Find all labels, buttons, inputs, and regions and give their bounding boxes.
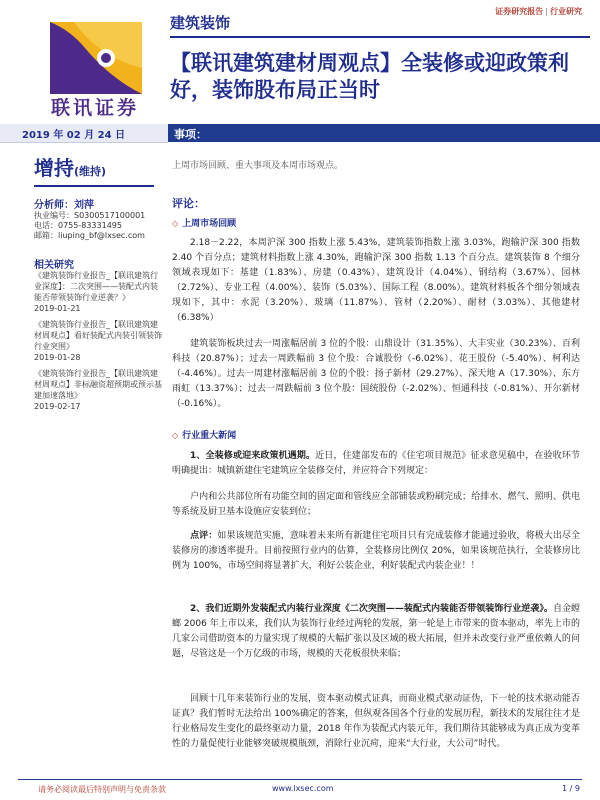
paragraph-comment xyxy=(172,529,580,574)
paragraph-news-2 xyxy=(172,602,580,662)
paragraph-stock-moves xyxy=(172,337,580,412)
related-item-title: 《建筑装饰行业报告_【联讯建筑建材周观点】非标融资超预期或预示基建加速落地》 xyxy=(34,369,162,400)
paragraph-outlook xyxy=(172,692,580,752)
analyst-contact xyxy=(34,211,145,241)
brand-name: 联讯证券 xyxy=(50,97,139,119)
report-date: 2019 年 02 月 24 日 xyxy=(22,130,126,141)
paragraph-text: 户内和公共部位所有功能空间的固定面和管线应全部铺装或粉刷完成；给排水、燃气、照明、供电等系统及厨卫基本设施应安装到位； xyxy=(172,492,580,517)
report-title: 【联讯建筑建材周观点】全装修或迎政策利好，装饰股布局正当时 xyxy=(170,51,569,102)
paragraph-lead: 2、我们近期外发装配式内装行业深度《二次突围——装配式内装能否带领装饰行业逆袭》。 xyxy=(190,604,553,614)
license-number: 执业编号：S0300517100001 xyxy=(34,211,146,220)
footer-disclaimer[interactable]: 请务必阅读最后特别声明与免责条款 xyxy=(38,785,166,794)
paragraph-market-review xyxy=(172,236,580,326)
paragraph-lead: 1、全装修或迎来政策机遇期。 xyxy=(190,451,316,461)
comment-title: 评论： xyxy=(172,197,205,210)
footer-divider xyxy=(18,779,582,780)
items-text: 上周市场回顾、重大事项及本周市场观点。 xyxy=(172,161,344,171)
paragraph-requirement xyxy=(172,490,580,520)
related-list xyxy=(34,270,162,417)
sector-divider xyxy=(170,36,590,38)
related-heading: 相关研究 xyxy=(34,260,74,271)
items-band xyxy=(168,124,600,142)
diamond-bullet-icon: ◇ xyxy=(172,219,179,228)
related-item-date: 2019-02-17 xyxy=(34,402,81,411)
diamond-bullet-icon: ◇ xyxy=(172,431,179,440)
section-heading-industry-news xyxy=(172,428,236,441)
paragraph-lead: 点评： xyxy=(190,531,218,541)
related-item-date: 2019-01-21 xyxy=(34,304,81,313)
email-address: 邮箱：liuping_bf@lxsec.com xyxy=(34,231,145,240)
rating-note: (维持) xyxy=(74,165,107,178)
paragraph-text: 回顾十几年来装饰行业的发展，资本驱动模式证真，而商业模式驱动证伪，下一轮的技术驱动能否证真？我们暂时无法给出 100%确定的答案，但纵观各国各个行业的发展历程，新技术的发展往往才是行业格局发生变化的最终驱动力量，2018 年作为装配式内装元年，我们期待其能够成为真正成为变革性的力量促使行业能够突破规模瓶颈，消除行业沉疴，迎来“大行业，大公司”时代。 xyxy=(172,694,580,749)
related-item-title: 《建筑装饰行业报告_【联讯建筑建材周观点】看好装配式内装引领装饰行业突围》 xyxy=(34,320,162,351)
related-item[interactable] xyxy=(34,319,162,363)
rating-block xyxy=(34,152,154,187)
rating-value: 增持 xyxy=(34,156,74,180)
paragraph-news-1 xyxy=(172,449,580,479)
related-item-date: 2019-01-28 xyxy=(34,353,81,362)
sector-label: 建筑装饰 xyxy=(170,14,231,32)
page-number: 1 / 9 xyxy=(562,784,580,793)
section-heading-text: 行业重大新闻 xyxy=(182,431,237,441)
footer-website[interactable]: www.lxsec.com xyxy=(272,784,334,793)
paragraph-text: 如果该规范实施，意味着未来所有新建住宅项目只有完成装修才能通过验收，将极大出尽全装修房的渗透率提升。目前按照行业内的估算，全装修房比例仅 20%，如果该规范执行，全装修房比例为 100%，市场空间将显著扩大，利好公装企业，利好装配式内装企业！！ xyxy=(172,531,580,571)
paragraph-text: 自金螳螂 2006 年上市以来，我们认为装饰行业经过两轮的发展，第一轮是上市带来的资本驱动，率先上市的几家公司借助资本的力量实现了规模的大幅扩张以及区域的极大拓展，但并未改变行业严重依赖人的问题，尽管这是一个万亿级的市场，规模的天花板很快来临； xyxy=(172,604,580,659)
section-heading-text: 上周市场回顾 xyxy=(182,219,237,229)
items-title: 事项： xyxy=(174,128,207,141)
section-heading-market-review xyxy=(172,216,236,229)
paragraph-text: 建筑装饰板块过去一周涨幅居前 3 位的个股：山鼎设计（31.35%）、大丰实业（30.23%）、百利科技（20.87%）；过去一周跌幅前 3 位个股：合诚股份（-6.02%）、花王股份（-5.40%）、柯利达（-4.46%）。过去一周建材涨幅居前 3 位的个股：扬子新材（29.27%）、深天地 A（17.30%）、东方雨虹（13.37%）；过去一周跌幅前 3 位个股：国统股份（-2.02%）、恒通科技（-0.81%）、开尔新材（-0.16%）。 xyxy=(172,339,580,409)
paragraph-text: 2.18－2.22，本周沪深 300 指数上涨 5.43%，建筑装饰指数上涨 3.03%，跑输沪深 300 指数 2.40 个百分点；建筑材料指数上涨 4.30%，跑输沪深 300 指数 1.13 个百分点。建筑装饰 8 个细分领域表现如下：基建（1.83%）、房建（0.43%）、建筑设计（4.04%）、钢结构（3.67%）、园林（2.72%）、专业工程（4.00%）、装饰（5.03%）、国际工程（8.00%）。建筑材料板各个细分领域表现如下，其中：水泥（3.20%）、玻璃（11.87%）、管材（2.20%）、耐材（3.03%）、其他建材（6.38%） xyxy=(172,238,580,323)
phone-number: 电话：0755-83331495 xyxy=(34,221,122,230)
paragraph-text: 近日，住建部发布的《住宅项目规范》征求意见稿中，在验收环节明确提出：城镇新建住宅建筑应全装修交付，并应符合下列规定： xyxy=(172,451,580,476)
related-item-title: 《建筑装饰行业报告_【联讯建筑行业深度】：二次突围——装配式内装能否带领装饰行业逆袭？》 xyxy=(34,271,158,302)
analyst-heading: 分析师：刘萍 xyxy=(34,200,94,211)
report-category: 证券研究报告 | 行业研究 xyxy=(495,7,582,16)
report-category-label: 行业研究 xyxy=(550,7,582,16)
related-item[interactable] xyxy=(34,270,162,314)
report-type: 证券研究报告 xyxy=(495,7,544,16)
related-item[interactable] xyxy=(34,368,162,412)
